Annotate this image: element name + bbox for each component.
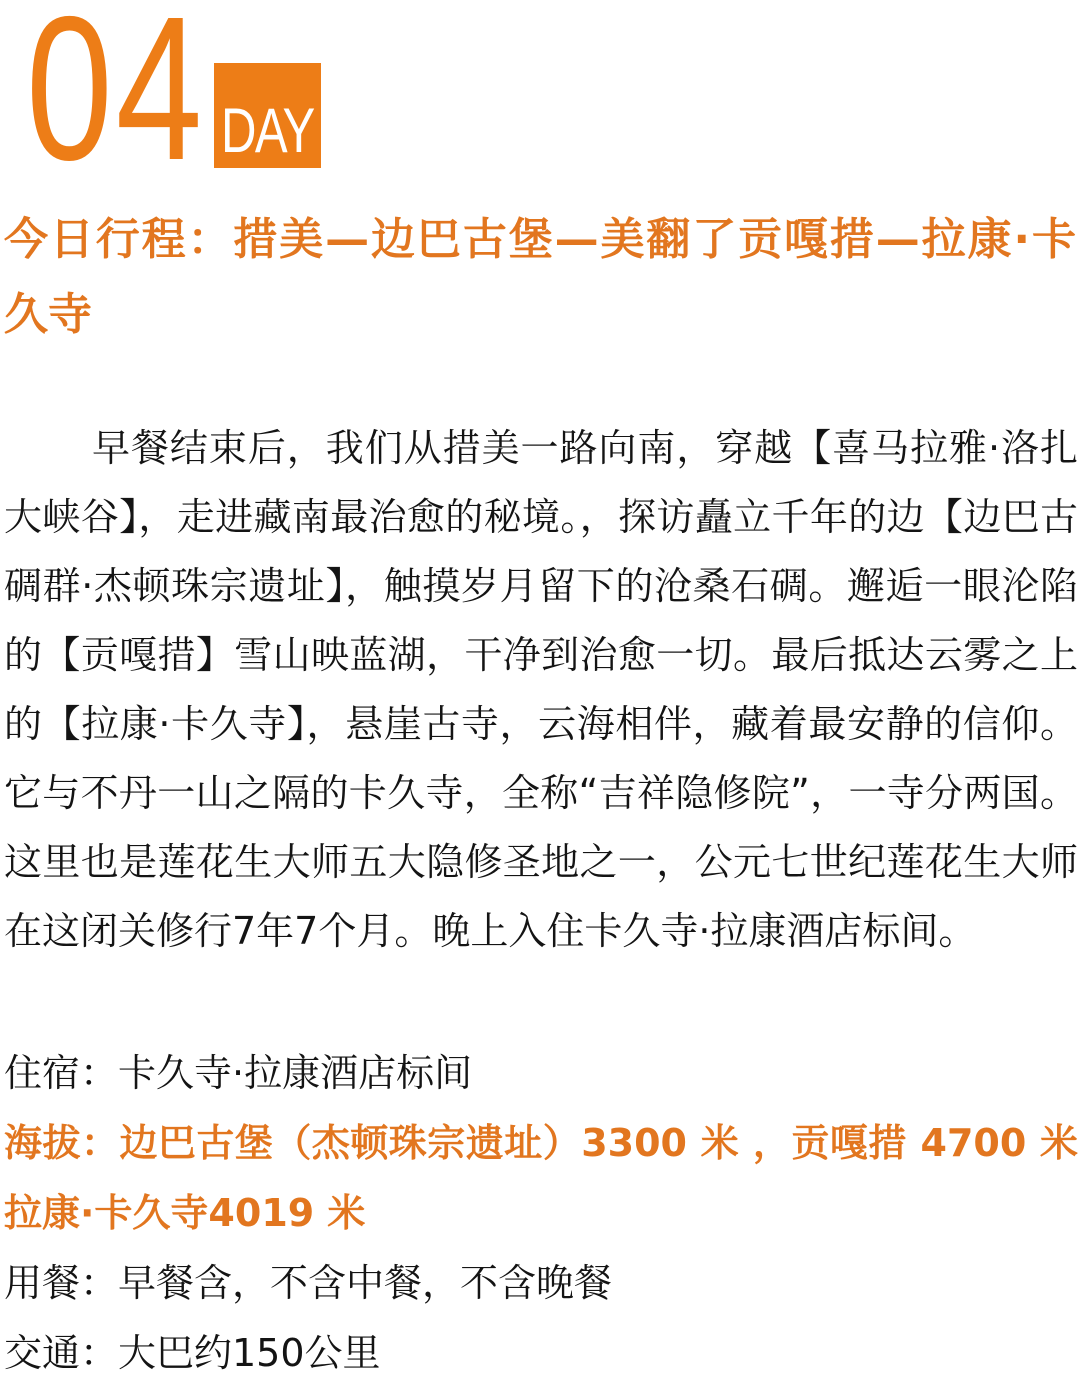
trip-info-section	[4, 1038, 1078, 1388]
transport-line: 交通：大巴约150公里	[4, 1331, 381, 1375]
day-label: DAY	[221, 95, 314, 166]
altitude-line: 海拔：边巴古堡（杰顿珠宗遗址）3300 米 ，贡嘎措 4700 米 拉康·卡久寺4019 米	[4, 1121, 1078, 1235]
day-label-box	[214, 63, 321, 168]
day-number: 04	[26, 0, 206, 203]
itinerary-description: 早餐结束后，我们从措美一路向南，穿越【喜马拉雅·洛扎大峡谷】，走进藏南最治愈的秘境。，探访矗立千年的边【边巴古碉群·杰顿珠宗遗址】，触摸岁月留下的沧桑石碉。邂逅一眼沦陷的【贡嘎措】雪山映蓝湖，干净到治愈一切。最后抵达云雾之上的【拉康·卡久寺】，悬崖古寺，云海相伴，藏着最安静的信仰。它与不丹一山之隔的卡久寺，全称“吉祥隐修院”，一寺分两国。这里也是莲花生大师五大隐修圣地之一，公元七世纪莲花生大师在这闭关修行7年7个月。晚上入住卡久寺·拉康酒店标间。	[4, 426, 1078, 953]
itinerary-route-heading: 今日行程：措美—边巴古堡—美翻了贡嘎措—拉康·卡久寺	[4, 214, 1076, 340]
meals-line: 用餐：早餐含，不含中餐，不含晚餐	[4, 1261, 613, 1305]
day-logo	[0, 0, 1080, 203]
accommodation-line: 住宿：卡久寺·拉康酒店标间	[4, 1051, 473, 1095]
